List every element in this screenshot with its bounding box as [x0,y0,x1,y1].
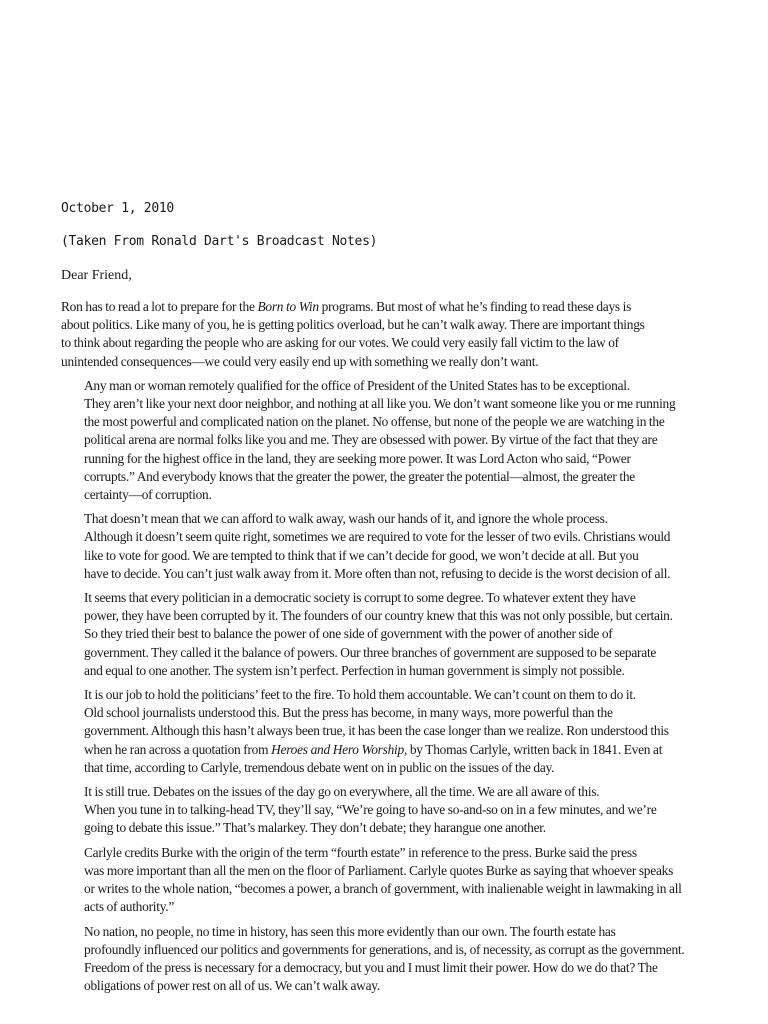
body-paragraph [61,686,706,777]
text-line: when he ran across a quotation from Heroes and Hero Worship, by Thomas Carlyle, written back in 1841. Even at [84,741,663,757]
text-line: Carlyle credits Burke with the origin of the term “fourth estate” in reference to the press. Burke said the press [84,844,637,860]
text-line: government. They called it the balance of powers. Our three branches of government are supposed to be separate [84,644,657,660]
body-paragraph [61,589,706,680]
book-title: Heroes and Hero Worship [271,741,404,757]
text-line: Old school journalists understood this. But the press has become, in many ways, more powerful than the [84,705,613,721]
text-line: about politics. Like many of you, he is getting politics overload, but he can’t walk away. There are important things [61,317,645,333]
text-line: or writes to the whole nation, “becomes a power, a branch of government, with inalienable weight in lawmaking in all [84,881,682,897]
letter-body [61,298,706,995]
body-paragraph [61,377,706,504]
text-line: was more important than all the men on the floor of Parliament. Carlyle quotes Burke as saying that whoever speaks [84,862,674,878]
text-line: the most powerful and complicated nation on the planet. No offense, but none of the people we are watching in the [84,414,665,430]
text-line: It is still true. Debates on the issues of the day go on everywhere, all the time. We are all aware of this. [84,784,600,800]
salutation: Dear Friend, [61,268,132,283]
letter-source-note: (Taken From Ronald Dart's Broadcast Notes) [61,234,378,249]
text-line: government. Although this hasn’t always been true, it has been the case longer than we realize. Ron understood this [84,723,669,739]
text-line: acts of authority.” [84,899,175,915]
letter-date: October 1, 2010 [61,201,174,216]
body-paragraph [61,510,706,583]
text-line: Although it doesn’t seem quite right, sometimes we are required to vote for the lesser of two evils. Christians would [84,529,671,545]
text-line: that time, according to Carlyle, tremendous debate went on in public on the issues of the day. [84,759,555,775]
body-paragraph [61,844,706,917]
text-line: profoundly influenced our politics and governments for generations, and is, of necessity, as corrupt as the government. [84,941,685,957]
text-line: So they tried their best to balance the power of one side of government with the power of another side of [84,626,613,642]
text-line: to think about regarding the people who are asking for our votes. We could very easily fall victim to the law of [61,335,619,351]
text-line: running for the highest office in the land, they are seeking more power. It was Lord Acton who said, “Power [84,450,631,466]
text-line: They aren’t like your next door neighbor, and nothing at all like you. We don’t want someone like you or me running [84,396,676,412]
text-line: It seems that every politician in a democratic society is corrupt to some degree. To whatever extent they have [84,590,636,606]
text-line: No nation, no people, no time in history, has seen this more evidently than our own. The fourth estate has [84,923,616,939]
text-line: Ron has to read a lot to prepare for the Born to Win programs. But most of what he’s finding to read these days is [61,299,632,314]
text-line: have to decide. You can’t just walk away from it. More often than not, refusing to decide is the worst decision of all. [84,565,671,581]
body-paragraph [61,298,706,371]
text-line: That doesn’t mean that we can afford to walk away, wash our hands of it, and ignore the whole process. [84,511,608,527]
body-paragraph [61,783,706,838]
text-line: certainty—of corruption. [84,487,212,503]
text-line: When you tune in to talking-head TV, they’ll say, “We’re going to have so-and-so on in a few minutes, and we’re [84,802,657,818]
text-line: power, they have been corrupted by it. The founders of our country knew that this was not only possible, but certain. [84,608,673,624]
text-line: It is our job to hold the politicians’ feet to the fire. To hold them accountable. We can’t count on them to do it. [84,687,636,703]
text-line: Any man or woman remotely qualified for the office of President of the United States has to be exceptional. [84,377,630,393]
body-paragraph [61,923,706,996]
text-line: unintended consequences—we could very easily end up with something we really don’t want. [61,353,539,369]
text-line: corrupts.” And everybody knows that the greater the power, the greater the potential—almost, the greater the [84,468,635,484]
letter-page [61,199,706,1001]
text-line: like to vote for good. We are tempted to think that if we can’t decide for good, we won’t decide at all. But you [84,547,639,563]
text-line: obligations of power rest on all of us. We can’t walk away. [84,978,380,994]
text-line: political arena are normal folks like you and me. They are obsessed with power. By virtue of the fact that they are [84,432,658,448]
book-title: Born to Win [257,299,319,314]
text-line: Freedom of the press is necessary for a democracy, but you and I must limit their power. How do we do that? The [84,959,658,975]
text-line: going to debate this issue.” That’s malarkey. They don’t debate; they harangue one another. [84,820,546,836]
text-line: and equal to one another. The system isn’t perfect. Perfection in human government is simply not possible. [84,662,625,678]
